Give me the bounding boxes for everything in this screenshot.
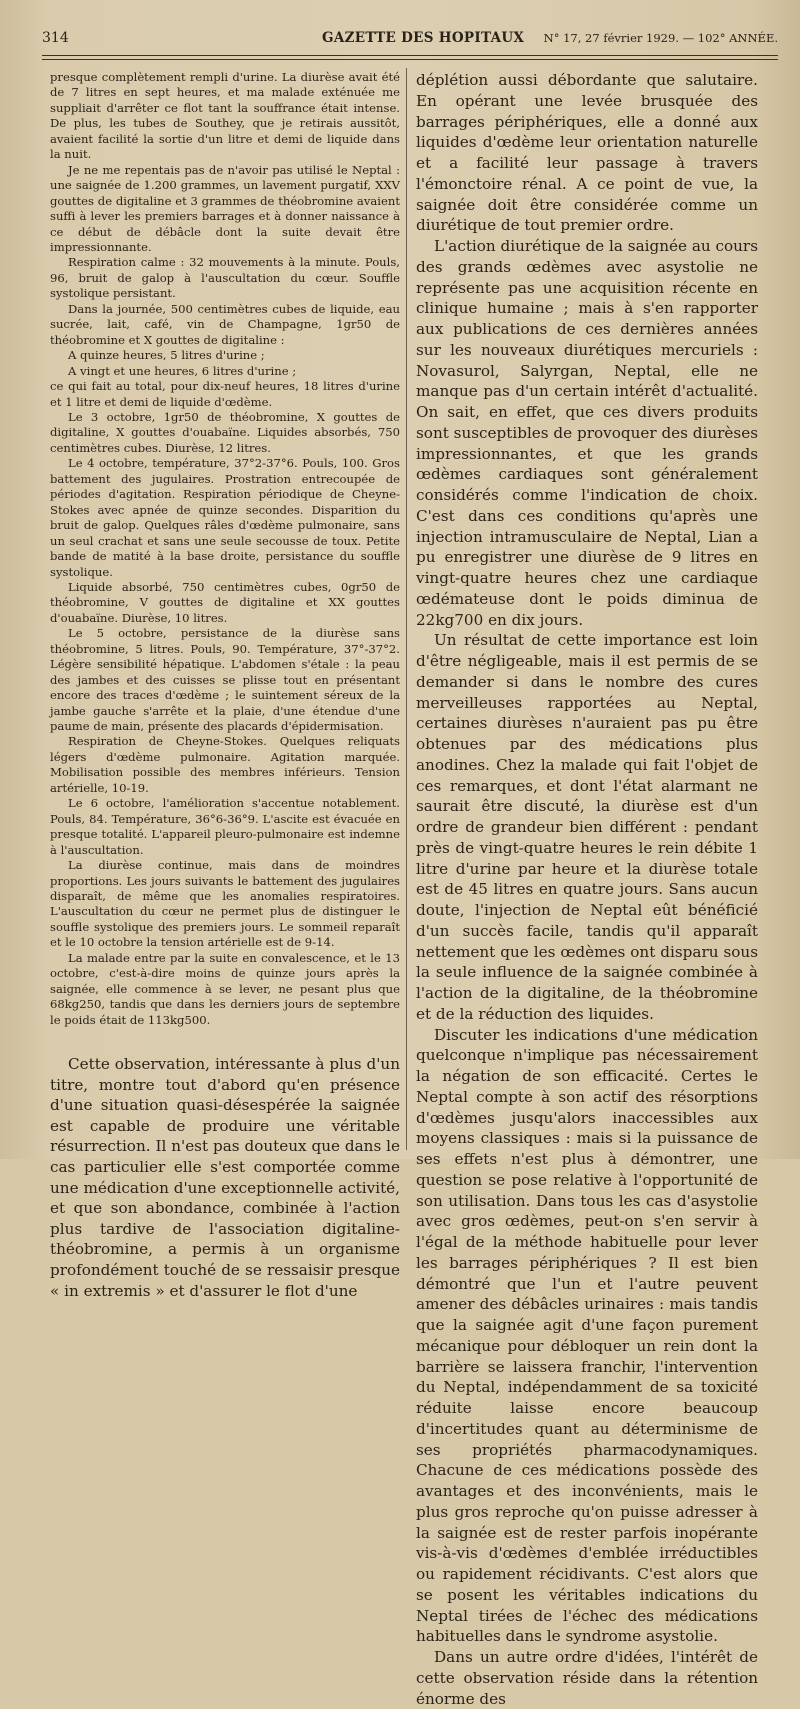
paragraph: La malade entre par la suite en convalescence, et le 13 octobre, c'est-à-dire moins de quinze jours après la saignée, elle commence à se lever, ne pesant plus que 68kg250, tandis que dans les derniers jours de septembre le poids était de 113kg500. (50, 950, 400, 1027)
paragraph: Je ne me repentais pas de n'avoir pas utilisé le Neptal : une saignée de 1.200 grammes, un lavement purgatif, XXV gouttes de digitaline et 3 grammes de théobromine avaient suffi à lever les premiers barrages et à donner naissance à ce début de débâcle dont la suite devait être impressionnante. (50, 162, 400, 254)
right-column (416, 70, 758, 1709)
paragraph: Le 5 octobre, persistance de la diurèse sans théobromine, 5 litres. Pouls, 90. Température, 37°-37°2. Légère sensibilité hépatique. L'abdomen s'étale : la peau des jambes et des cuisses se plisse tout en présentant encore des traces d'œdème ; le suintement séreux de la jambe gauche s'arrête et la plaie, d'une étendue d'une paume de main, présente des placards d'épidermisation. (50, 626, 400, 734)
paragraph: Le 3 octobre, 1gr50 de théobromine, X gouttes de digitaline, X gouttes d'ouabaïne. Liquides absorbés, 750 centimètres cubes. Diurèse, 12 litres. (50, 409, 400, 455)
column-divider (406, 68, 407, 1150)
paragraph: Dans un autre ordre d'idées, l'intérêt de cette observation réside dans la rétention énorme des (416, 1648, 758, 1708)
paragraph: Respiration calme : 32 mouvements à la minute. Pouls, 96, bruit de galop à l'auscultation du cœur. Souffle systolique persistant. (50, 255, 400, 301)
paragraph: L'action diurétique de la saignée au cours des grands œdèmes avec asystolie ne représente pas une acquisition récente en clinique humaine ; mais à s'en rapporter aux publications de ces dernières années sur les nouveaux diurétiques mercuriels : Novasurol, Salyrgan, Neptal, elle ne manque pas d'un certain intérêt d'actualité. On sait, en effet, que ces divers produits sont susceptibles de provoquer des diurèses impressionnantes, et que les grands œdèmes cardiaques sont généralement considérés comme l'indication de choix. C'est dans ces conditions qu'après une injection intramusculaire de Neptal, Lian a pu enregistrer une diurèse de 9 litres en vingt-quatre heures chez une cardiaque œdémateuse dont le poids diminua de 22kg700 en dix jours. (416, 237, 758, 629)
page-number: 314 (42, 30, 69, 46)
paragraph: ce qui fait au total, pour dix-neuf heures, 18 litres d'urine et 1 litre et demi de liquide d'œdème. (50, 379, 400, 409)
paragraph: Cette observation, intéressante à plus d'un titre, montre tout d'abord qu'en présence d'une situation quasi-désespérée la saignée est capable de produire une véritable résurrection. Il n'est pas douteux que dans le cas particulier elle s'est comportée comme une médication d'une exceptionnelle activité, et que son abondance, combinée à l'action plus tardive de l'association digitaline-théobromine, a permis à un organisme profondément touché de se ressaisir presque « in extremis » et d'assurer le flot d'une (50, 1055, 400, 1300)
header-rule-bottom (42, 59, 778, 60)
paragraph: Dans la journée, 500 centimètres cubes de liquide, eau sucrée, lait, café, vin de Champagne, 1gr50 de théobromine et X gouttes de digitaline : (50, 301, 400, 347)
left-column (50, 70, 400, 1301)
paragraph: La diurèse continue, mais dans de moindres proportions. Les jours suivants le battement des jugulaires disparaît, de même que les anomalies respiratoires. L'auscultation du cœur ne permet plus de distinguer le souffle systolique des premiers jours. Le sommeil reparaît et le 10 octobre la tension artérielle est de 9-14. (50, 858, 400, 950)
paragraph: Le 6 octobre, l'amélioration s'accentue notablement. Pouls, 84. Température, 36°6-36°9. L'ascite est évacuée en presque totalité. L'appareil pleuro-pulmonaire est indemne à l'auscultation. (50, 796, 400, 857)
header-rule-top (42, 55, 778, 56)
page-header (42, 28, 778, 50)
issue-info: N° 17, 27 février 1929. — 102° ANNÉE. (543, 31, 778, 45)
paragraph: déplétion aussi débordante que salutaire. En opérant une levée brusquée des barrages périphériques, elle a donné aux liquides d'œdème leur orientation naturelle et a facilité leur passage à travers l'émonctoire rénal. A ce point de vue, la saignée doit être considérée comme un diurétique de tout premier ordre. (416, 71, 758, 235)
paragraph: Un résultat de cette importance est loin d'être négligeable, mais il est permis de se demander si dans le nombre des cures merveilleuses rapportées au Neptal, certaines diurèses n'auraient pas pu être obtenues par des médications plus anodines. Chez la malade qui fait l'objet de ces remarques, et dont l'état alarmant ne saurait être discuté, la diurèse est d'un ordre de grandeur bien différent : pendant près de vingt-quatre heures le rein débite 1 litre d'urine par heure et la diurèse totale est de 45 litres en quatre jours. Sans aucun doute, l'injection de Neptal eût bénéficié d'un succès facile, tandis qu'il apparaît nettement que les œdèmes ont disparu sous la seule influence de la saignée combinée à l'action de la digitaline, de la théobromine et de la réduction des liquides. (416, 631, 758, 1023)
paragraph: A quinze heures, 5 litres d'urine ; (68, 348, 265, 363)
paragraph: presque complètement rempli d'urine. La diurèse avait été de 7 litres en sept heures, et ma malade exténuée me suppliait d'arrêter ce flot tant la souffrance était intense. De plus, les tubes de Southey, que je retirais aussitôt, avaient facilité la sortie d'un litre et demi de liquide dans la nuit. (50, 70, 400, 162)
paragraph: Liquide absorbé, 750 centimètres cubes, 0gr50 de théobromine, V gouttes de digitaline et XX gouttes d'ouabaïne. Diurèse, 10 litres. (50, 579, 400, 625)
journal-title: GAZETTE DES HOPITAUX (322, 30, 525, 46)
paragraph: A vingt et une heures, 6 litres d'urine ; (68, 363, 297, 378)
paragraph: Discuter les indications d'une médication quelconque n'implique pas nécessairement la négation de son efficacité. Certes le Neptal compte à son actif des résorptions d'œdèmes jusqu'alors inaccessibles aux moyens classiques : mais si la puissance de ses effets n'est plus à démontrer, une question se pose relative à l'opportunité de son utilisation. Dans tous les cas d'asystolie avec gros œdèmes, peut-on s'en servir à l'égal de la méthode habituelle pour lever les barrages périphériques ? Il est bien démontré que l'un et l'autre peuvent amener des débâcles urinaires : mais tandis que la saignée agit d'une façon purement mécanique pour débloquer un rein dont la barrière se laissera franchir, l'intervention du Neptal, indépendamment de sa toxicité réduite laisse encore beaucoup d'incertitudes quant au déterminisme de ses propriétés pharmacodynamiques. Chacune de ces médications possède des avantages et des inconvénients, mais le plus gros reproche qu'on puisse adresser à la saignée est de rester parfois inopérante vis-à-vis d'œdèmes d'emblée irréductibles ou rapidement récidivants. C'est alors que se posent les véritables indications du Neptal tirées de l'échec des médications habituelles dans le syndrome asystolie. (416, 1025, 758, 1646)
paragraph: Respiration de Cheyne-Stokes. Quelques reliquats légers d'œdème pulmonaire. Agitation marquée. Mobilisation possible des membres inférieurs. Tension artérielle, 10-19. (50, 734, 400, 795)
paragraph: Le 4 octobre, température, 37°2-37°6. Pouls, 100. Gros battement des jugulaires. Prostration entrecoupée de périodes d'agitation. Respiration périodique de Cheyne-Stokes avec apnée de quinze secondes. Disparition du bruit de galop. Quelques râles d'œdème pulmonaire, sans un seul crachat et sans une seule secousse de toux. Petite bande de matité à la base droite, persistance du souffle systolique. (50, 456, 400, 579)
